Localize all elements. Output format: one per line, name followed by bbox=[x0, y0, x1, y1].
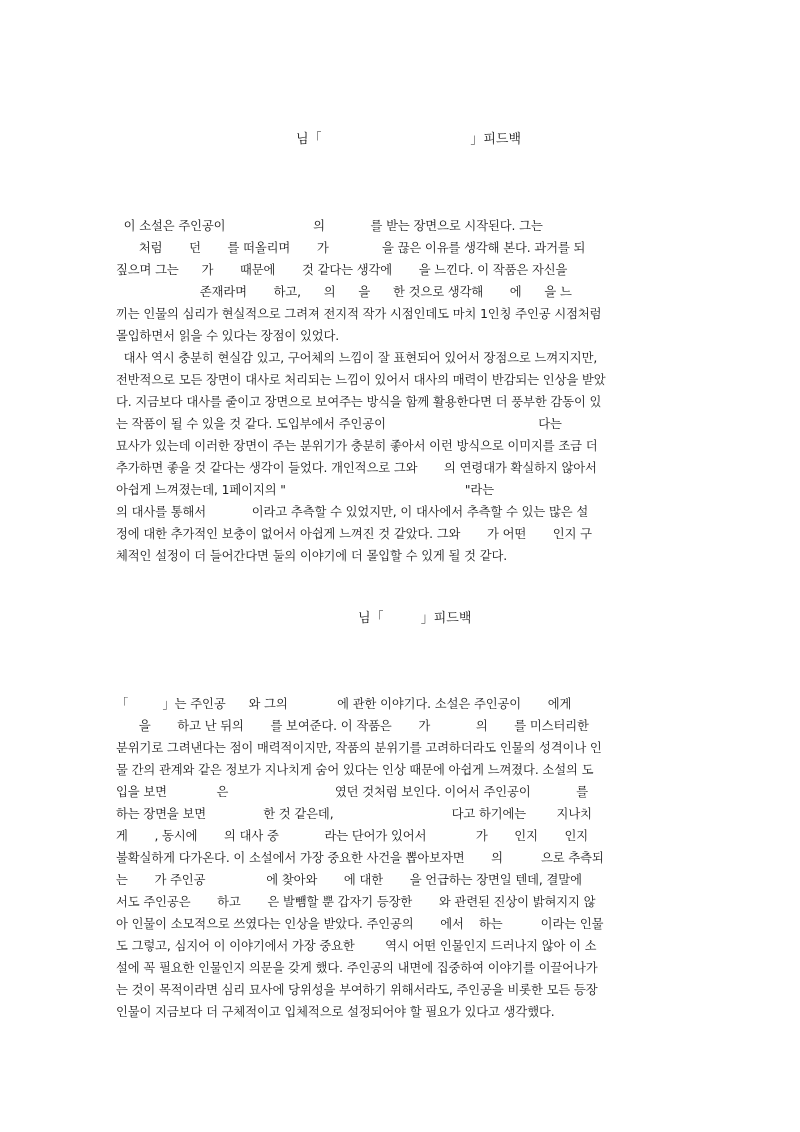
section2-line: 을 하고 난 뒤의 를 보여준다. 이 작품은 가 의 를 미스터리한 bbox=[116, 719, 589, 733]
section1-line: 전반적으로 모든 장면이 대사로 처리되는 느낌이 있어서 대사의 매력이 반감되는 인상을 받았 bbox=[116, 373, 606, 387]
section1-line: 추가하면 좋을 것 같다는 생각이 들었다. 개인적으로 그와 의 연령대가 확실하지 않아서 bbox=[116, 461, 597, 475]
section1-heading: 님「 」피드백 bbox=[296, 132, 521, 147]
section1-line: 정에 대한 추가적인 보충이 없어서 아쉽게 느껴진 것 같았다. 그와 가 어떤 인지 구 bbox=[116, 527, 592, 541]
section2-line: 는 가 주인공 에 찾아와 에 대한 을 언급하는 장면일 텐데, 결말에 bbox=[116, 873, 582, 887]
section2-line: 물 간의 관계와 같은 정보가 지나치게 숨어 있다는 인상 때문에 아쉽게 느껴졌다. 소설의 도 bbox=[116, 763, 594, 777]
section1-line: 아쉽게 느껴졌는데, 1페이지의 " "라는 bbox=[116, 483, 494, 497]
section2-line: 불확실하게 다가온다. 이 소설에서 가장 중요한 사건을 뽑아보자면 의 으로 추측되 bbox=[116, 851, 604, 865]
section1-line: 존재라며 하고, 의 을 한 것으로 생각해 에 을 느 bbox=[116, 285, 572, 299]
section2-line: 도 그렇고, 심지어 이 이야기에서 가장 중요한 역시 어떤 인물인지 드러나지 않아 이 소 bbox=[116, 939, 597, 953]
section2-line: 입을 보면 은 였던 것처럼 보인다. 이어서 주인공이 를 bbox=[116, 785, 589, 799]
section1-line: 다. 지금보다 대사를 줄이고 장면으로 보여주는 방식을 함께 활용한다면 더 풍부한 감동이 있 bbox=[116, 395, 602, 409]
section1-line: 처럼 던 를 떠올리며 가 을 끊은 이유를 생각해 본다. 과거를 되 bbox=[116, 241, 586, 255]
section1-line: 묘사가 있는데 이러한 장면이 주는 분위기가 충분히 좋아서 이런 방식으로 이미지를 조금 더 bbox=[116, 439, 598, 453]
section2-line: 하는 장면을 보면 한 것 같은데, 다고 하기에는 지나치 bbox=[116, 807, 592, 821]
section2-line: 분위기로 그려낸다는 점이 매력적이지만, 작품의 분위기를 고려하더라도 인물의 성격이나 인 bbox=[116, 741, 602, 755]
section2-line: 는 것이 목적이라면 심리 묘사에 당위성을 부여하기 위해서라도, 주인공을 비롯한 모든 등장 bbox=[116, 983, 598, 997]
section2-line: 설에 꼭 필요한 인물인지 의문을 갖게 했다. 주인공의 내면에 집중하여 이야기를 이끌어나가 bbox=[116, 961, 598, 975]
section1-line: 몰입하면서 읽을 수 있다는 장점이 있었다. bbox=[116, 329, 340, 343]
section1-line: 이 소설은 주인공이 의 를 받는 장면으로 시작된다. 그는 bbox=[116, 219, 543, 233]
section2-line: 서도 주인공은 하고 은 발뺌할 뿐 갑자기 등장한 와 관련된 진상이 밝혀지지 않 bbox=[116, 895, 596, 909]
section2-line: 「 」는 주인공 와 그의 에 관한 이야기다. 소설은 주인공이 에게 bbox=[116, 697, 572, 711]
section1-line: 짚으며 그는 가 때문에 것 같다는 생각에 을 느낀다. 이 작품은 자신을 bbox=[116, 263, 568, 277]
section2-line: 아 인물이 소모적으로 쓰였다는 인상을 받았다. 주인공의 에서 하는 이라는 인물 bbox=[116, 917, 604, 931]
section2-line: 게 , 동시에 의 대사 중 라는 단어가 있어서 가 인지 인지 bbox=[116, 829, 589, 843]
section2-heading: 님「 」피드백 bbox=[358, 611, 472, 626]
section1-line: 는 작품이 될 수 있을 것 같다. 도입부에서 주인공이 다는 bbox=[116, 417, 562, 431]
section1-line: 의 대사를 통해서 이라고 추측할 수 있었지만, 이 대사에서 추측할 수 있는 많은 설 bbox=[116, 505, 589, 519]
section2-line: 인물이 지금보다 더 구체적이고 입체적으로 설정되어야 할 필요가 있다고 생각했다. bbox=[116, 1005, 555, 1019]
section1-line: 끼는 인물의 심리가 현실적으로 그려져 전지적 작가 시점인데도 마치 1인칭 주인공 시점처럼 bbox=[116, 307, 602, 321]
section1-line: 체적인 설정이 더 들어간다면 둘의 이야기에 더 몰입할 수 있게 될 것 같다. bbox=[116, 549, 508, 563]
section1-line: 대사 역시 충분히 현실감 있고, 구어체의 느낌이 잘 표현되어 있어서 장점으로 느껴지지만, bbox=[116, 351, 598, 365]
